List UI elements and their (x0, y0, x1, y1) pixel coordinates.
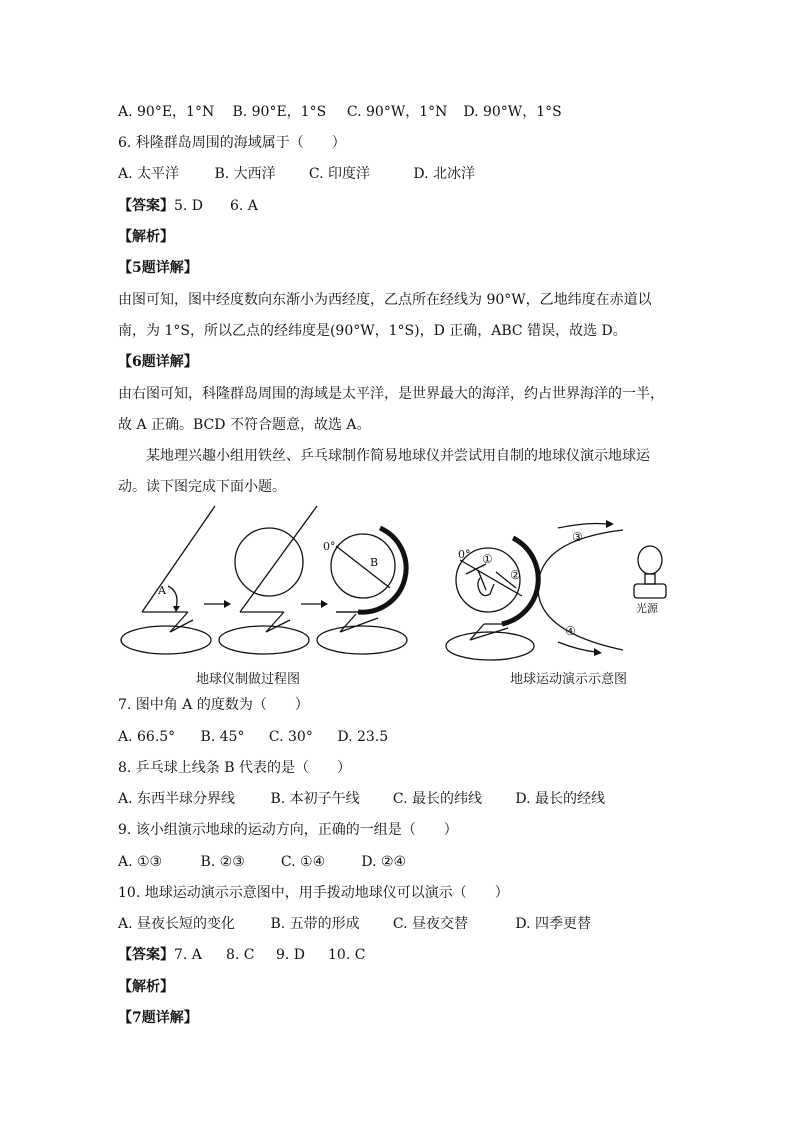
line-b (336, 546, 390, 588)
orbit-arrow-4 (558, 642, 596, 652)
wire-line (240, 506, 317, 612)
globe-figure (118, 500, 678, 690)
q5-option-d: D. 90°W，1°S (463, 104, 562, 120)
q10-option-a: A. 昼夜长短的变化 (118, 916, 236, 932)
label-circle-3: ③ (572, 530, 583, 544)
q8-option-b: B. 本初子午线 (270, 791, 360, 807)
q8-option-d: D. 最长的经线 (515, 791, 605, 807)
q8-stem: 8. 乒乓球上线条 B 代表的是（ ） (118, 760, 351, 776)
q5-detail-line: 南，为 1°S，所以乙点的经纬度是(90°W，1°S)，D 正确，ABC 错误，故选 D。 (118, 323, 627, 339)
q10-option-b: B. 五带的形成 (270, 916, 360, 932)
arrow-head (224, 600, 231, 608)
arrow-head (321, 600, 328, 608)
globe-diagram (118, 500, 678, 690)
q5-detail-line: 由图可知，图中经度数向东渐小为西经度，乙点所在经线为 90°W，乙地纬度在赤道以 (118, 292, 652, 308)
angle-arc (168, 586, 177, 608)
answer-item: 8. C (226, 947, 255, 963)
q7-detail-label: 【7题详解】 (118, 1010, 198, 1026)
label-zero: 0° (323, 540, 336, 553)
arrow-head (606, 520, 614, 528)
label-a: A (158, 584, 166, 597)
label-zero-2: 0° (458, 548, 471, 561)
q5-options (118, 102, 562, 122)
q9-option-b: B. ②③ (200, 854, 245, 870)
wire-line (142, 506, 215, 612)
answer-item: 5. D (174, 198, 204, 214)
right-figure-caption: 地球运动演示示意图 (510, 672, 628, 687)
q6-detail-line: 故 A 正确。BCD 不符合题意，故选 A。 (118, 417, 371, 433)
label-circle-4: ④ (565, 624, 576, 638)
arrow-head (173, 606, 180, 612)
answer-item: 10. C (328, 947, 366, 963)
q6-stem: 6. 科隆群岛周围的海域属于（ ） (118, 135, 346, 151)
answer-item: 7. A (174, 947, 202, 963)
q9-option-d: D. ②④ (361, 854, 407, 870)
q6-detail-line: 由右图可知，科隆群岛周围的海域是太平洋，是世界最大的海洋，约占世界海洋的一半， (118, 386, 664, 402)
lamp-base-icon (634, 584, 666, 598)
left-figure-caption: 地球仪制做过程图 (196, 672, 301, 687)
ball-circle (331, 534, 395, 598)
q6-detail-label: 【6题详解】 (118, 354, 198, 370)
q9-option-c: C. ①④ (280, 854, 326, 870)
q7-option-d: D. 23.5 (337, 729, 389, 745)
q5-option-b: B. 90°E，1°S (232, 104, 327, 120)
q7-option-a: A. 66.5° (118, 729, 176, 745)
q6-option-b: B. 大西洋 (214, 166, 276, 182)
intro-line: 某地理兴趣小组用铁丝、乒乓球制作简易地球仪并尝试用自制的地球仪演示地球运 (146, 448, 650, 464)
q5-option-c: C. 90°W，1°N (346, 104, 448, 120)
q9-options (118, 852, 406, 872)
q8-option-c: C. 最长的纬线 (392, 791, 483, 807)
analysis-label: 【解析】 (118, 229, 174, 245)
orbit-path (538, 530, 623, 650)
q5-option-a: A. 90°E，1°N (118, 104, 215, 120)
base-ellipse (121, 626, 211, 654)
ball-circle (235, 528, 303, 596)
light-source-label: 光源 (636, 602, 658, 615)
wire-line (170, 612, 188, 632)
analysis-label-2: 【解析】 (118, 979, 174, 995)
q7-options (118, 727, 388, 747)
q7-stem: 7. 图中角 A 的度数为（ ） (118, 697, 309, 713)
label-circle-1: ① (482, 552, 493, 566)
label-b: B (370, 556, 379, 569)
intro-line: 动。读下图完成下面小题。 (118, 479, 286, 495)
hand-icon (478, 578, 494, 596)
q7-option-c: C. 30° (268, 729, 313, 745)
base-ellipse (219, 626, 309, 654)
answer-block-2 (118, 945, 365, 965)
lamp-neck-icon (645, 574, 655, 584)
q6-option-a: A. 太平洋 (118, 166, 180, 182)
q5-detail-label: 【5题详解】 (118, 260, 198, 276)
arrow-head (594, 648, 602, 656)
q9-option-a: A. ①③ (118, 854, 163, 870)
answer-label: 【答案】 (118, 947, 174, 963)
answer-item: 6. A (230, 198, 258, 214)
q10-stem: 10. 地球运动演示示意图中，用手拨动地球仪可以演示（ ） (118, 885, 509, 901)
q10-option-c: C. 昼夜交替 (392, 916, 469, 932)
lamp-bulb-icon (638, 546, 662, 574)
base-ellipse (317, 626, 407, 654)
q10-options (118, 914, 591, 934)
answer-block-1 (118, 196, 258, 216)
q10-option-d: D. 四季更替 (515, 916, 591, 932)
q6-option-c: C. 印度洋 (308, 166, 371, 182)
q8-options (118, 789, 605, 809)
q7-option-b: B. 45° (200, 729, 245, 745)
wire-line (266, 612, 284, 632)
orbit-arrow-3 (558, 524, 606, 529)
label-circle-2: ② (510, 568, 521, 582)
q8-option-a: A. 东西半球分界线 (118, 791, 236, 807)
answer-label: 【答案】 (118, 198, 174, 214)
q6-option-d: D. 北冰洋 (413, 166, 475, 182)
base-ellipse (446, 632, 534, 660)
q9-stem: 9. 该小组演示地球的运动方向，正确的一组是（ ） (118, 822, 458, 838)
q6-options (118, 164, 475, 184)
answer-item: 9. D (276, 947, 306, 963)
